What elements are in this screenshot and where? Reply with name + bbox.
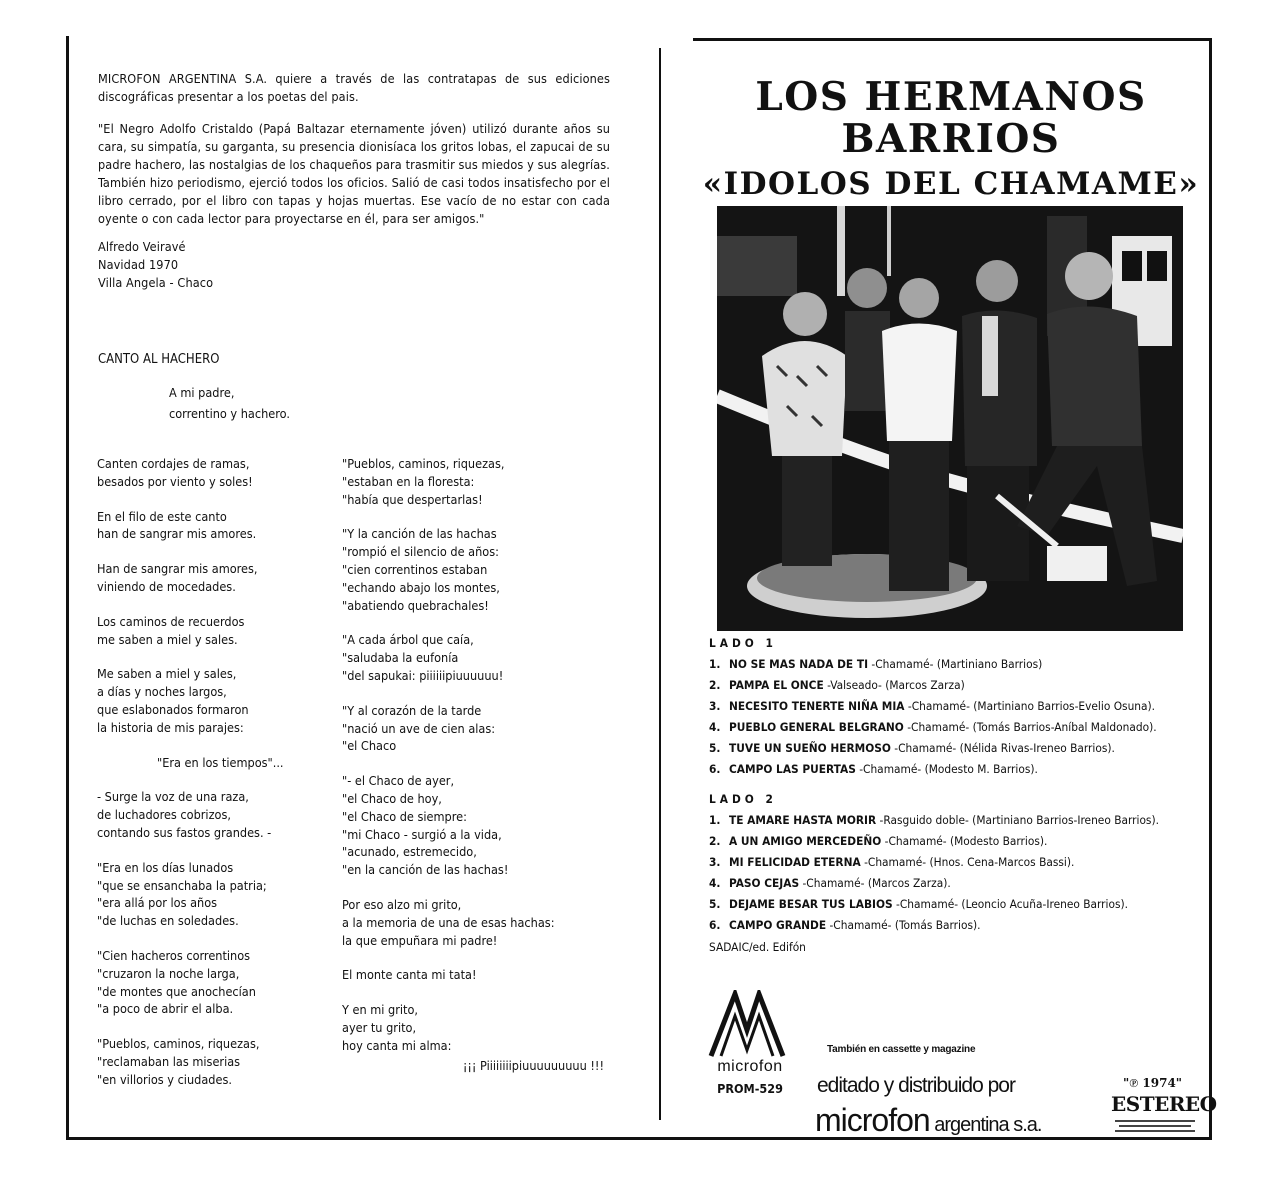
poem-line: besados por viento y soles! — [97, 473, 253, 489]
poem-stanza — [342, 1001, 612, 1054]
poem-line: de luchadores cobrizos, — [97, 807, 231, 823]
poem-line: ayer tu grito, — [342, 1019, 417, 1035]
dedication-line: correntino y hachero. — [169, 406, 290, 421]
poem-line: "- el Chaco de ayer, — [342, 773, 455, 789]
poem-line: "saludaba la eufonía — [342, 650, 459, 666]
poem-line: me saben a miel y sales. — [97, 631, 238, 647]
track-credits: -Chamamé- (Hnos. Cena-Marcos Bassi). — [860, 855, 1075, 869]
track-row — [709, 654, 1209, 675]
poem-line: "era allá por los años — [97, 895, 218, 911]
band-photo-image — [717, 206, 1183, 631]
band-name — [693, 76, 1209, 160]
side1-tracks — [709, 654, 1209, 780]
poem-stanza — [97, 1035, 337, 1088]
track-title: PAMPA EL ONCE — [729, 678, 824, 692]
microfon-logo-icon — [707, 990, 787, 1060]
poem-stanza — [97, 613, 337, 649]
poem-line: que eslabonados formaron — [97, 701, 249, 717]
quote-paragraph: "El Negro Adolfo Cristaldo (Papá Baltazar eternamente jóven) utilizó durante años su cara, su simpatía, su garganta, su presencia dionisíaca los gritos lobas, el zapucai de su padre hachero, las nostalgias de los chaqueños para trasmitir sus miedos y sus alegrías. También hizo periodismo, ejerció todos los oficios. Salió de casi todos insatisfecho por el libro cerrado, por el libro con tapas y hojas muertas. Ese vacío de no estar con cada oyente o con cada lector para proyectarse en él, para ser amigos." — [98, 121, 610, 226]
track-title: NO SE MAS NADA DE TI — [729, 657, 869, 671]
poem-line: Me saben a miel y sales, — [97, 666, 237, 682]
poem-line: "de montes que anochecían — [97, 983, 256, 999]
poem-line: "en la canción de las hachas! — [342, 862, 509, 878]
distributor-big: microfon — [815, 1102, 930, 1138]
track-title: TE AMARE HASTA MORIR — [729, 813, 877, 827]
poem-stanza — [342, 525, 612, 614]
track-row — [709, 675, 1209, 696]
poem-stanza — [97, 788, 337, 841]
band-photo — [717, 206, 1183, 631]
center-divider — [659, 48, 661, 1120]
poem-stanza — [97, 754, 337, 772]
poem-stanza — [97, 859, 337, 930]
stereo-badge: ESTEREO — [1111, 1092, 1217, 1116]
poem-line: - Surge la voz de una raza, — [97, 789, 249, 805]
distributor-small: argentina s.a. — [929, 1114, 1042, 1136]
track-row — [709, 738, 1209, 759]
track-credits: -Chamamé- (Tomás Barrios). — [826, 918, 981, 932]
track-number: 5. — [709, 741, 721, 755]
track-number: 1. — [709, 657, 721, 671]
poem-line: "el Chaco — [342, 738, 397, 754]
poem-line: Canten cordajes de ramas, — [97, 456, 250, 471]
track-title: PASO CEJAS — [729, 876, 800, 890]
catalog-number: PROM-529 — [717, 1081, 783, 1096]
band-name-line1: LOS HERMANOS — [755, 74, 1147, 120]
poem-line: "Era en los tiempos"... — [157, 754, 284, 770]
poem-column-2 — [342, 455, 612, 1074]
poem-line: la que empuñara mi padre! — [342, 932, 498, 948]
dedication-line: A mi padre, — [169, 385, 235, 400]
track-row — [709, 696, 1209, 717]
track-row — [709, 717, 1209, 738]
poem-line: "abatiendo quebrachales! — [342, 597, 489, 613]
track-title: PUEBLO GENERAL BELGRANO — [729, 720, 904, 734]
poem-line: "Y la canción de las hachas — [342, 526, 497, 542]
poem-line: "reclamaban las miserias — [97, 1053, 241, 1069]
poem-stanza — [342, 966, 612, 984]
poem-line: En el filo de este canto — [97, 508, 227, 524]
poem-line: El monte canta mi tata! — [342, 967, 477, 983]
track-credits: -Chamamé- (Martiniano Barrios) — [868, 657, 1043, 671]
track-credits: -Chamamé- (Nélida Rivas-Ireneo Barrios). — [890, 741, 1115, 755]
track-credits: -Chamamé- (Martiniano Barrios-Evelio Osuna). — [904, 699, 1156, 713]
track-row — [709, 894, 1209, 915]
poem-line: "cien correntinos estaban — [342, 561, 488, 577]
track-credits: -Chamamé- (Leoncio Acuña-Ireneo Barrios). — [892, 897, 1129, 911]
poem-line: "Era en los días lunados — [97, 859, 234, 875]
poem-stanza — [342, 631, 612, 684]
poem-stanza — [97, 665, 337, 736]
track-credits: -Chamamé- (Modesto Barrios). — [881, 834, 1048, 848]
poem-stanza — [342, 455, 612, 508]
rights-note: SADAIC/ed. Edifón — [709, 940, 806, 954]
side2-label: LADO 2 — [709, 792, 777, 806]
poem-line: viniendo de mocedades. — [97, 578, 236, 594]
poem-stanza — [342, 772, 612, 879]
poem-line: Los caminos de recuerdos — [97, 613, 245, 629]
track-credits: -Rasguido doble- (Martiniano Barrios-Ireneo Barrios). — [876, 813, 1159, 827]
poem-final-cry: ¡¡¡ Piiiiiiiipiuuuuuuuuu !!! — [462, 1057, 604, 1073]
intro-paragraph: MICROFON ARGENTINA S.A. quiere a través de las contratapas de sus ediciones discográficas presentar a los poetas del pais. — [98, 71, 610, 104]
poem-line: "nació un ave de cien alas: — [342, 720, 496, 736]
track-title: TUVE UN SUEÑO HERMOSO — [729, 741, 891, 755]
poem-line: han de sangrar mis amores. — [97, 526, 257, 542]
poem-line: "echando abajo los montes, — [342, 579, 500, 595]
track-number: 6. — [709, 918, 721, 932]
poem-line: "acunado, estremecido, — [342, 844, 477, 860]
signature-name: Alfredo Veiravé — [98, 239, 186, 254]
poem-line: a días y noches largos, — [97, 684, 227, 700]
track-credits: -Chamamé- (Tomás Barrios-Aníbal Maldonado). — [903, 720, 1157, 734]
track-number: 3. — [709, 855, 721, 869]
track-credits: -Chamamé- (Marcos Zarza). — [799, 876, 951, 890]
poem-stanza — [97, 947, 337, 1018]
track-number: 2. — [709, 678, 721, 692]
year-badge: "℗ 1974" — [1123, 1076, 1183, 1090]
poem-line: "el Chaco de siempre: — [342, 808, 467, 824]
side2-tracks — [709, 810, 1209, 936]
poem-line: "estaban en la floresta: — [342, 473, 475, 489]
poem-line: "en villorios y ciudades. — [97, 1071, 232, 1087]
edited-by: editado y distribuido por — [817, 1074, 1015, 1097]
poem-line: hoy canta mi alma: — [342, 1037, 452, 1053]
track-title: NECESITO TENERTE NIÑA MIA — [729, 699, 905, 713]
frame-left-border — [66, 36, 69, 1140]
frame-top-border — [693, 38, 1212, 41]
poem-line: Y en mi grito, — [342, 1002, 419, 1018]
track-number: 1. — [709, 813, 721, 827]
poem-line: "mi Chaco - surgió a la vida, — [342, 826, 502, 842]
track-row — [709, 759, 1209, 780]
poem-stanza — [97, 560, 337, 596]
side1-label: LADO 1 — [709, 636, 777, 650]
track-title: CAMPO LAS PUERTAS — [729, 762, 856, 776]
track-credits: -Chamamé- (Modesto M. Barrios). — [855, 762, 1038, 776]
poem-stanza — [97, 455, 337, 491]
poem-title: CANTO AL HACHERO — [98, 352, 220, 367]
track-number: 5. — [709, 897, 721, 911]
left-panel-text — [98, 70, 610, 292]
poem-dedication — [169, 382, 290, 424]
poem-stanza — [342, 702, 612, 755]
track-row — [709, 852, 1209, 873]
distributor-name — [815, 1102, 1041, 1139]
poem-line: "que se ensanchaba la patria; — [97, 877, 267, 893]
track-row — [709, 831, 1209, 852]
track-row — [709, 810, 1209, 831]
track-number: 2. — [709, 834, 721, 848]
band-name-line2: BARRIOS — [841, 116, 1061, 162]
poem-line: "cruzaron la noche larga, — [97, 965, 240, 981]
poem-line: Han de sangrar mis amores, — [97, 561, 258, 577]
poem-line: "Pueblos, caminos, riquezas, — [97, 1036, 260, 1052]
track-title: DEJAME BESAR TUS LABIOS — [729, 897, 893, 911]
track-title: CAMPO GRANDE — [729, 918, 827, 932]
poem-line: "del sapukai: piiiiiipiuuuuuu! — [342, 667, 504, 683]
track-title: A UN AMIGO MERCEDEÑO — [729, 834, 882, 848]
frame-right-border — [1209, 38, 1212, 1140]
poem-line: "Cien hacheros correntinos — [97, 947, 251, 963]
track-number: 4. — [709, 720, 721, 734]
track-number: 4. — [709, 876, 721, 890]
signature-place: Villa Angela - Chaco — [98, 275, 214, 290]
logo-wordmark: microfon — [717, 1058, 783, 1075]
poem-line: "a poco de abrir el alba. — [97, 1001, 234, 1017]
poem-line: la historia de mis parajes: — [97, 719, 244, 735]
stereo-fineprint-icon — [1113, 1118, 1197, 1136]
track-number: 6. — [709, 762, 721, 776]
album-title: «IDOLOS DEL CHAMAME» — [702, 166, 1200, 202]
poem-column-1 — [97, 455, 337, 1106]
cassette-note: También en cassette y magazine — [827, 1044, 976, 1055]
poem-stanza — [342, 896, 612, 949]
poem-line: a la memoria de una de esas hachas: — [342, 914, 555, 930]
track-row — [709, 873, 1209, 894]
signature-date: Navidad 1970 — [98, 257, 179, 272]
track-title: MI FELICIDAD ETERNA — [729, 855, 861, 869]
poem-line: "A cada árbol que caía, — [342, 632, 474, 648]
poem-line: "de luchas en soledades. — [97, 913, 239, 929]
track-row — [709, 915, 1209, 936]
track-credits: -Valseado- (Marcos Zarza) — [823, 678, 965, 692]
poem-line: "Pueblos, caminos, riquezas, — [342, 456, 505, 471]
track-number: 3. — [709, 699, 721, 713]
tracklist — [709, 632, 1209, 954]
poem-stanza — [97, 508, 337, 544]
poem-line: contando sus fastos grandes. - — [97, 824, 272, 840]
poem-line: "había que despertarlas! — [342, 491, 483, 507]
poem-line: "el Chaco de hoy, — [342, 790, 442, 806]
poem-line: "rompió el silencio de años: — [342, 544, 499, 560]
poem-line: "Y al corazón de la tarde — [342, 702, 482, 718]
poem-line: Por eso alzo mi grito, — [342, 896, 462, 912]
